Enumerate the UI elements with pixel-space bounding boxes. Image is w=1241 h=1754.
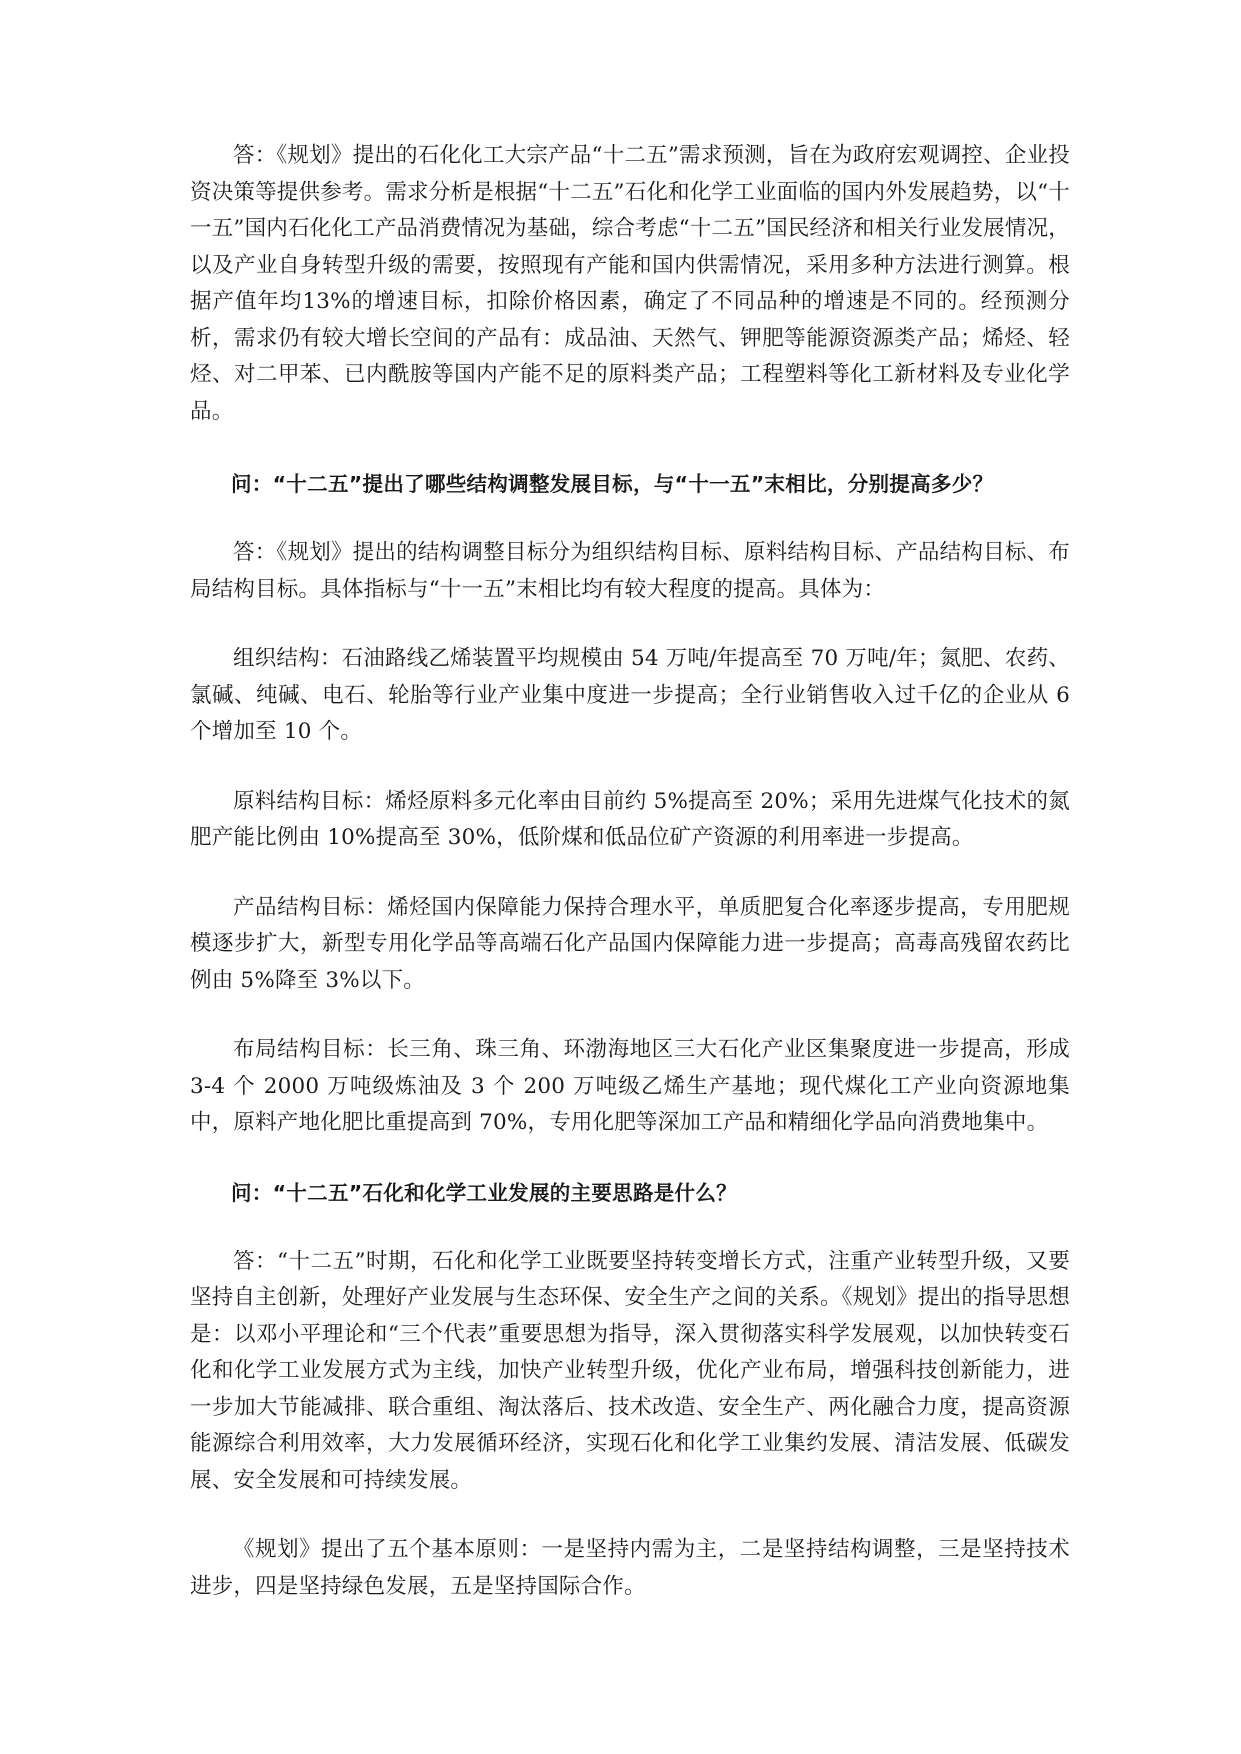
- question-main-ideas: 问：“十二五”石化和化学工业发展的主要思路是什么？: [231, 1180, 737, 1205]
- paragraph-raw-material-structure: 原料结构目标：烯烃原料多元化率由目前约 5%提高至 20%；采用先进煤气化技术的氮肥产能比例由 10%提高至 30%，低阶煤和低品位矿产资源的利用率进一步提高。: [190, 788, 1070, 850]
- question-structure-targets: 问：“十二五”提出了哪些结构调整发展目标，与“十一五”末相比，分别提高多少？: [231, 472, 994, 496]
- paragraph-product-structure: 产品结构目标：烯烃国内保障能力保持合理水平，单质肥复合化率逐步提高，专用肥规模逐步扩大，新型专用化学品等高端石化产品国内保障能力进一步提高；高毒高残留农药比例由 5%降至 3%以下。: [190, 894, 1070, 993]
- paragraph-basic-principles: 《规划》提出了五个基本原则：一是坚持内需为主，二是坚持结构调整，三是坚持技术进步，四是坚持绿色发展，五是坚持国际合作。: [190, 1537, 1070, 1599]
- answer-demand-forecast: 答：《规划》提出的石化化工大宗产品“十二五”需求预测，旨在为政府宏观调控、企业投资决策等提供参考。需求分析是根据“十二五”石化和化学工业面临的国内外发展趋势，以“十一五”国内石化化工产品消费情况为基础，综合考虑“十二五”国民经济和相关行业发展情况，以及产业自身转型升级的需要，按照现有产能和国内供需情况，采用多种方法进行测算。根据产值年均13%的增速目标，扣除价格因素，确定了不同品种的增速是不同的。经预测分析，需求仍有较大增长空间的产品有：成品油、天然气、钾肥等能源资源类产品；烯烃、轻烃、对二甲苯、已内酰胺等国内产能不足的原料类产品；工程塑料等化工新材料及专业化学品。: [190, 143, 1070, 424]
- paragraph-organization-structure: 组织结构：石油路线乙烯装置平均规模由 54 万吨/年提高至 70 万吨/年；氮肥、农药、氯碱、纯碱、电石、轮胎等行业产业集中度进一步提高；全行业销售收入过千亿的企业从 6 个增加至 10 个。: [190, 646, 1070, 744]
- document-body: [190, 138, 1070, 1605]
- answer-structure-targets: 答：《规划》提出的结构调整目标分为组织结构目标、原料结构目标、产品结构目标、布局结构目标。具体指标与“十一五”末相比均有较大程度的提高。具体为：: [190, 540, 1070, 602]
- paragraph-layout-structure: 布局结构目标：长三角、珠三角、环渤海地区三大石化产业区集聚度进一步提高，形成 3-4 个 2000 万吨级炼油及 3 个 200 万吨级乙烯生产基地；现代煤化工产业向资源地集中，原料产地化肥比重提高到 70%，专用化肥等深加工产品和精细化学品向消费地集中。: [190, 1037, 1070, 1135]
- answer-main-ideas: 答：“十二五”时期，石化和化学工业既要坚持转变增长方式，注重产业转型升级，又要坚持自主创新，处理好产业发展与生态环保、安全生产之间的关系。《规划》提出的指导思想是：以邓小平理论和“三个代表”重要思想为指导，深入贯彻落实科学发展观，以加快转变石化和化学工业发展方式为主线，加快产业转型升级，优化产业布局，增强科技创新能力，进一步加大节能减排、联合重组、淘汰落后、技术改造、安全生产、两化融合力度，提高资源能源综合利用效率，大力发展循环经济，实现石化和化学工业集约发展、清洁发展、低碳发展、安全发展和可持续发展。: [190, 1248, 1070, 1493]
